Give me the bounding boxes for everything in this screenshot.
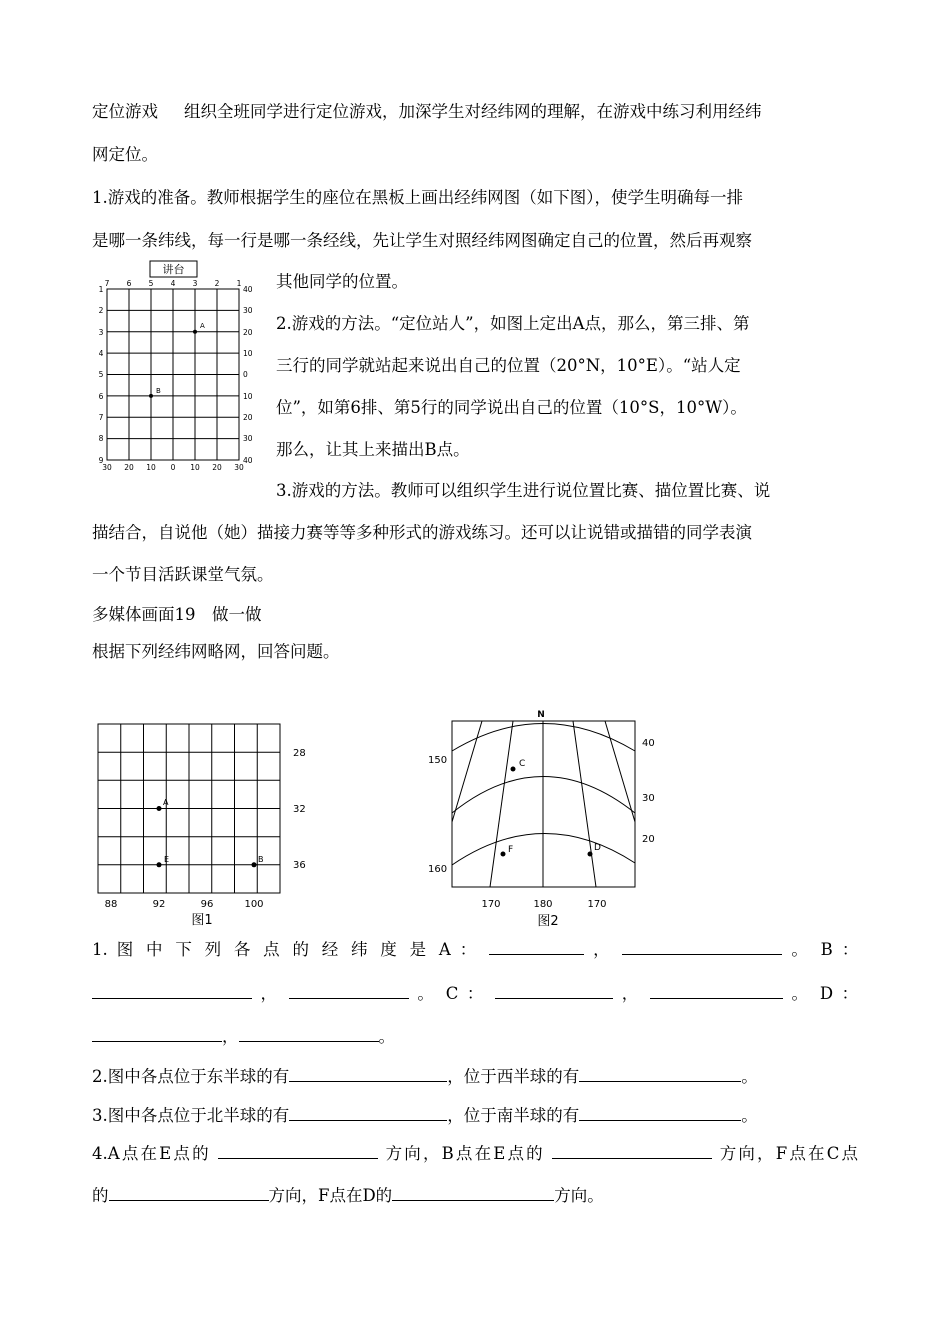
answer-blank-a-lon[interactable] <box>489 938 584 955</box>
top-label: 3 <box>192 279 198 288</box>
figure1-caption: 图1 <box>191 913 213 928</box>
top-label: 4 <box>170 279 176 288</box>
para3-line-1: 3.游戏的方法。教师可以组织学生进行说位置比赛、描位置比赛、说 <box>276 481 771 500</box>
answer-blank-f-from-c[interactable] <box>109 1184 269 1201</box>
q1-token: C <box>445 984 459 1003</box>
q1-token: ： <box>841 940 859 959</box>
q3-text: 3.图中各点位于北半球的有 <box>92 1106 290 1125</box>
figure2-bottom-label: 170 <box>481 899 501 910</box>
intro-line-1 <box>92 100 762 124</box>
point-a-marker <box>193 330 197 334</box>
top-label: 6 <box>126 279 132 288</box>
q1-token: 是 <box>409 940 430 959</box>
question-1-line-1 <box>92 938 858 962</box>
left-label: 4 <box>98 349 104 358</box>
answer-blank-south-hemisphere[interactable] <box>579 1104 741 1121</box>
question-4-line-2 <box>92 1184 604 1208</box>
right-label: 40 <box>243 285 253 294</box>
top-label: 1 <box>236 279 242 288</box>
q1-token: A <box>438 940 451 959</box>
left-label: 7 <box>98 413 104 422</box>
para3-line-3: 一个节目活跃课堂气氛。 <box>92 565 274 584</box>
intro-text: 组织全班同学进行定位游戏，加深学生对经纬网的理解，在游戏中练习利用经纬 <box>184 102 762 121</box>
left-label: 1 <box>98 285 104 294</box>
bottom-label: 0 <box>170 463 176 472</box>
figure1-lat-label: 28 <box>293 748 306 759</box>
q1-token: ： <box>459 940 481 959</box>
point-a-label: A <box>200 322 205 330</box>
left-label: 2 <box>98 306 104 315</box>
para2-line-3: 位”，如第6排、第5行的同学说出自己的位置（10°S，10°W）。 <box>276 398 747 417</box>
figure2-point-c-marker <box>511 767 516 772</box>
left-label: 6 <box>98 392 104 401</box>
figure2-point-d-marker <box>588 852 593 857</box>
bottom-label: 20 <box>212 463 222 472</box>
figure-2-map <box>420 706 665 934</box>
bottom-label: 30 <box>102 463 112 472</box>
q1-token: 中 <box>146 940 167 959</box>
answer-blank-c-lon[interactable] <box>495 982 613 999</box>
answer-blank-b-from-e[interactable] <box>552 1142 712 1159</box>
q1-token: 。 <box>791 940 812 959</box>
right-label: 10 <box>243 392 253 401</box>
left-label: 8 <box>98 434 104 443</box>
point-b-label: B <box>156 387 161 395</box>
top-label: 7 <box>104 279 110 288</box>
figure1-point-a-label: A <box>163 798 169 807</box>
para2-line-4: 那么，让其上来描出B点。 <box>276 440 470 459</box>
q4-text: 方向，F点在C点 <box>719 1144 859 1163</box>
q4-text: 的 <box>92 1186 109 1205</box>
q1-token: ： <box>466 984 487 1003</box>
figure1-point-b-label: B <box>258 855 264 864</box>
figure1-point-e-label: E <box>164 855 170 864</box>
para1-line-1: 1.游戏的准备。教师根据学生的座位在黑板上画出经纬网图（如下图），使学生明确每一排 <box>92 188 743 207</box>
question-1-line-2 <box>92 982 858 1006</box>
bottom-label: 30 <box>234 463 244 472</box>
figure2-point-f-marker <box>501 852 506 857</box>
classroom-grid <box>107 289 239 460</box>
classroom-grid-map <box>96 256 266 474</box>
figure1-point-b-marker <box>252 862 257 867</box>
para1-line-2: 是哪一条纬线，每一行是哪一条经线，先让学生对照经纬网图确定自己的位置，然后再观察 <box>92 231 752 250</box>
q2-text: 。 <box>741 1067 758 1086</box>
q1-token: ， <box>593 940 614 959</box>
q1-token: 各 <box>233 940 255 959</box>
q1-token: 的 <box>292 940 313 959</box>
q1-token: 。 <box>417 984 438 1003</box>
q1-token: ： <box>841 984 859 1003</box>
question-3 <box>92 1104 758 1128</box>
q1-token: 下 <box>175 940 196 959</box>
bottom-label: 10 <box>190 463 200 472</box>
bottom-label: 10 <box>146 463 156 472</box>
right-label: 30 <box>243 306 253 315</box>
figure2-left-label: 150 <box>428 755 448 766</box>
figure2-point-d-label: D <box>594 843 601 853</box>
q1-token: D <box>819 984 834 1003</box>
answer-blank-east-hemisphere[interactable] <box>289 1065 447 1082</box>
right-label: 40 <box>243 456 253 465</box>
q1-token: ， <box>222 1027 239 1046</box>
q1-token: ， <box>621 984 642 1003</box>
answer-blank-a-lat[interactable] <box>622 938 782 955</box>
figure2-point-f-label: F <box>508 845 514 855</box>
left-label: 9 <box>98 456 104 465</box>
right-label: 20 <box>243 413 253 422</box>
q1-token: 。 <box>378 1027 395 1046</box>
para1-line-3: 其他同学的位置。 <box>276 272 408 291</box>
figure2-right-label: 40 <box>642 738 655 749</box>
para2-line-1: 2.游戏的方法。“定位站人”，如图上定出A点，那么，第三排、第 <box>276 314 750 333</box>
para2-line-2: 三行的同学就站起来说出自己的位置（20°N，10°E）。“站人定 <box>276 356 741 375</box>
question-2 <box>92 1065 758 1089</box>
figure1-lat-label: 36 <box>293 860 306 871</box>
figure2-left-label: 160 <box>428 864 448 875</box>
q1-token: 列 <box>204 940 225 959</box>
figure2-right-label: 30 <box>642 793 655 804</box>
q2-text: 2.图中各点位于东半球的有 <box>92 1067 290 1086</box>
figure2-right-label: 20 <box>642 834 655 845</box>
q1-token: 经 <box>321 940 342 959</box>
figure1-lat-label: 32 <box>293 804 306 815</box>
answer-blank-c-lat[interactable] <box>650 982 783 999</box>
q1-token: B <box>820 940 833 959</box>
figure2-bottom-label: 170 <box>587 899 607 910</box>
figure2-caption: 图2 <box>537 914 559 929</box>
right-label: 20 <box>243 328 253 337</box>
q1-token: 1. <box>92 940 108 959</box>
figure2-north-label: N <box>537 710 545 720</box>
para3-line-2: 描结合，自说他（她）描接力赛等等多种形式的游戏练习。还可以让说错或描错的同学表演 <box>92 523 752 542</box>
q3-text: ，位于南半球的有 <box>447 1106 580 1125</box>
left-label: 5 <box>98 370 104 379</box>
answer-blank-north-hemisphere[interactable] <box>289 1104 447 1121</box>
answer-blank-west-hemisphere[interactable] <box>579 1065 741 1082</box>
figure2-graticule <box>452 721 635 887</box>
intro-title: 定位游戏 <box>92 102 158 121</box>
top-label: 5 <box>148 279 154 288</box>
answer-blank-f-from-d[interactable] <box>392 1184 554 1201</box>
q1-token: 图 <box>116 940 138 959</box>
podium-label: 讲台 <box>162 263 185 276</box>
figure2-bottom-label: 180 <box>533 899 553 910</box>
q1-token: 纬 <box>351 940 372 959</box>
section-instruction: 根据下列经纬网略网，回答问题。 <box>92 642 340 661</box>
figure2-point-c-label: C <box>519 759 526 769</box>
answer-blank-b-lon[interactable] <box>92 982 252 999</box>
q4-text: 方向，F点在D的 <box>268 1186 393 1205</box>
question-4-line-1 <box>92 1142 858 1166</box>
right-label: 10 <box>243 349 253 358</box>
figure1-lon-label: 100 <box>244 899 264 910</box>
q1-token: 。 <box>791 984 812 1003</box>
figure1-lon-label: 92 <box>152 899 166 910</box>
figure1-point-e-marker <box>157 862 162 867</box>
figure-1-grid <box>92 718 322 933</box>
intro-line-2: 网定位。 <box>92 145 158 164</box>
top-label: 2 <box>214 279 220 288</box>
answer-blank-d-lat[interactable] <box>239 1025 379 1042</box>
figure1-grid-lines <box>98 724 280 893</box>
q1-token: 点 <box>263 940 284 959</box>
section-title: 多媒体画面19 做一做 <box>92 605 262 624</box>
answer-blank-b-lat[interactable] <box>289 982 409 999</box>
figure1-lon-label: 96 <box>200 899 214 910</box>
q3-text: 。 <box>741 1106 758 1125</box>
q4-text: 方向。 <box>554 1186 604 1205</box>
q1-token: 度 <box>380 940 401 959</box>
answer-blank-a-from-e[interactable] <box>218 1142 378 1159</box>
bottom-label: 20 <box>124 463 134 472</box>
q2-text: ，位于西半球的有 <box>447 1067 580 1086</box>
figure1-lon-label: 88 <box>104 899 118 910</box>
q4-text: 方向，B点在E点的 <box>385 1144 545 1163</box>
point-b-marker <box>149 394 153 398</box>
answer-blank-d-lon[interactable] <box>92 1025 222 1042</box>
q4-text: 4.A点在E点的 <box>92 1144 211 1163</box>
question-1-line-3 <box>92 1025 395 1049</box>
right-label: 0 <box>243 370 248 379</box>
q1-token: ， <box>260 984 281 1003</box>
left-label: 3 <box>98 328 104 337</box>
right-label: 30 <box>243 434 253 443</box>
figure1-point-a-marker <box>157 806 162 811</box>
